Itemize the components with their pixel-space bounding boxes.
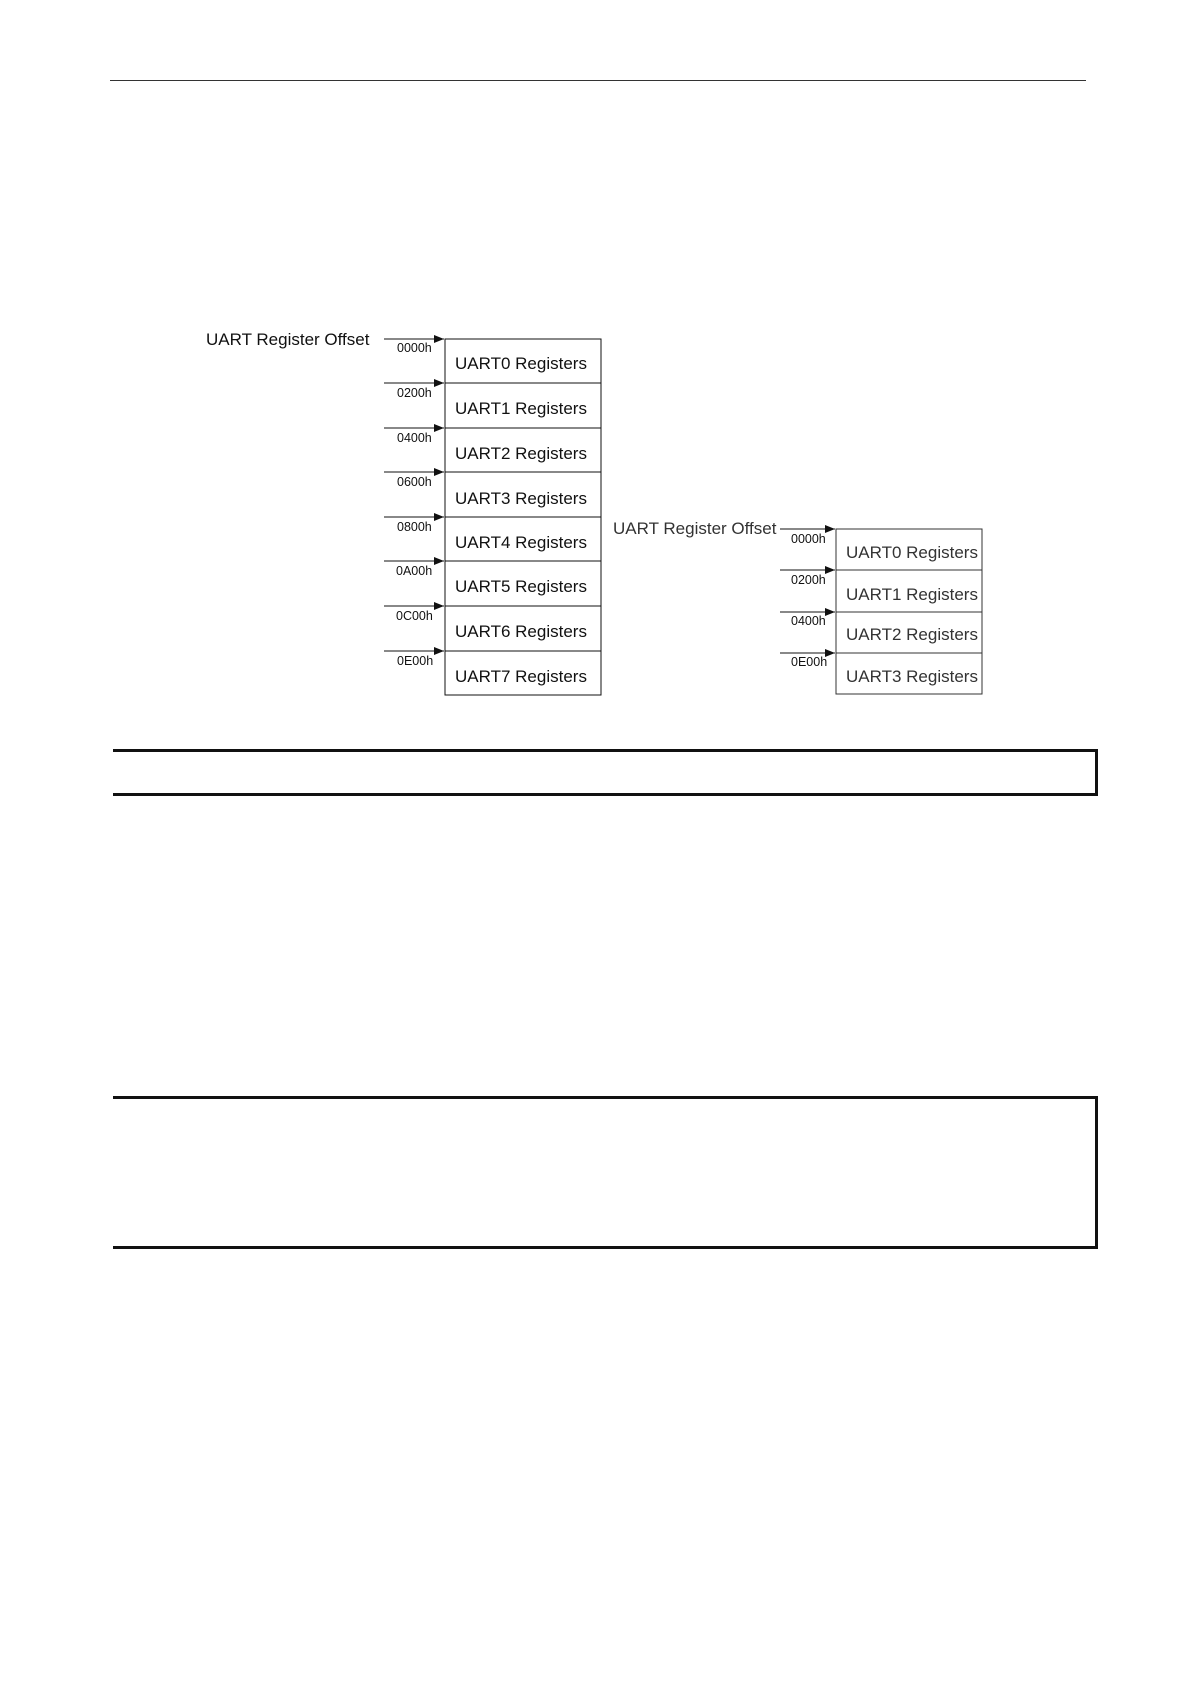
row-label: UART4 Registers bbox=[455, 533, 587, 552]
row-offset: 0C00h bbox=[396, 609, 433, 623]
row-offset: 0200h bbox=[791, 573, 826, 587]
row-label: UART2 Registers bbox=[846, 625, 978, 644]
offset-label: UART Register Offset bbox=[613, 519, 777, 538]
register-row bbox=[384, 517, 601, 552]
bordered-box-empty bbox=[113, 1096, 1098, 1249]
row-label: UART0 Registers bbox=[455, 354, 587, 373]
register-row bbox=[780, 570, 982, 604]
row-offset: 0800h bbox=[397, 520, 432, 534]
offset-label: UART Register Offset bbox=[206, 330, 370, 349]
row-offset: 0000h bbox=[397, 341, 432, 355]
diagram-4-uarts bbox=[613, 519, 982, 694]
row-label: UART7 Registers bbox=[455, 667, 587, 686]
row-offset: 0400h bbox=[791, 614, 826, 628]
row-label: UART1 Registers bbox=[846, 585, 978, 604]
row-label: UART3 Registers bbox=[846, 667, 978, 686]
register-row bbox=[384, 561, 601, 596]
row-label: UART2 Registers bbox=[455, 444, 587, 463]
row-offset: 0000h bbox=[791, 532, 826, 546]
row-label: UART0 Registers bbox=[846, 543, 978, 562]
register-row bbox=[384, 606, 601, 641]
row-offset: 0A00h bbox=[396, 564, 433, 578]
register-row bbox=[780, 612, 982, 644]
row-label: UART5 Registers bbox=[455, 577, 587, 596]
register-row bbox=[780, 653, 982, 686]
row-label: UART6 Registers bbox=[455, 622, 587, 641]
row-offset: 0E00h bbox=[397, 654, 434, 668]
row-offset: 0E00h bbox=[791, 655, 828, 669]
row-offset: 0200h bbox=[397, 386, 432, 400]
row-offset: 0400h bbox=[397, 431, 432, 445]
row-offset: 0600h bbox=[397, 475, 432, 489]
register-row bbox=[791, 532, 978, 562]
bordered-box-empty bbox=[113, 749, 1098, 796]
register-row bbox=[384, 651, 601, 686]
row-label: UART3 Registers bbox=[455, 489, 587, 508]
row-label: UART1 Registers bbox=[455, 399, 587, 418]
register-row bbox=[397, 341, 587, 373]
register-row bbox=[384, 428, 601, 463]
register-row bbox=[384, 472, 601, 508]
diagram-8-uarts bbox=[206, 330, 601, 695]
register-row bbox=[384, 383, 601, 418]
